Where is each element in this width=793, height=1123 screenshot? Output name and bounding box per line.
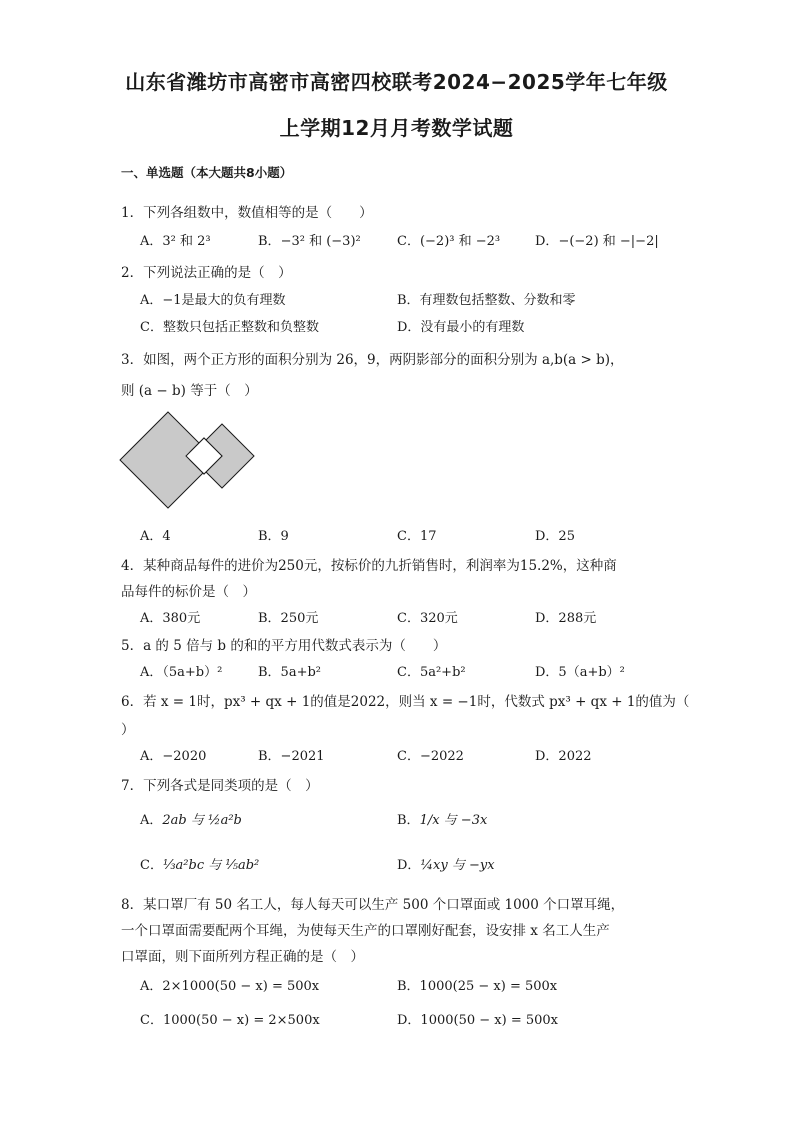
q4-option-d: D．288元: [535, 611, 597, 626]
q2-option-b: B．有理数包括整数、分数和零: [397, 293, 576, 308]
question-6-stem-line-1: 6．若 x = 1时，px³ + qx + 1的值是2022，则当 x = −1时，代数式 px³ + qx + 1的值为（: [121, 694, 690, 710]
q6-option-d: D．2022: [535, 749, 592, 764]
question-4-stem-line-1: 4．某种商品每件的进价为250元，按标价的九折销售时，利润率为15.2%，这种商: [121, 558, 617, 574]
title-line-1: 山东省潍坊市高密市高密四校联考2024−2025学年七年级: [125, 70, 668, 94]
question-6-stem-line-2: ）: [121, 722, 135, 738]
q8-option-a: A．2×1000(50 − x) = 500x: [140, 979, 320, 994]
title-line-2: 上学期12月月考数学试题: [279, 116, 514, 140]
q5-option-a: A．（5a+b）²: [140, 665, 223, 680]
question-1-stem: 1．下列各组数中，数值相等的是（ ）: [121, 205, 373, 221]
q7-option-c: C．⅓a²bc 与 ⅕ab²: [140, 858, 260, 873]
q2-option-d: D．没有最小的有理数: [397, 320, 525, 335]
question-8-stem-line-3: 口罩面，则下面所列方程正确的是（ ）: [121, 949, 364, 965]
q8-option-d: D．1000(50 − x) = 500x: [397, 1013, 558, 1028]
question-4-stem-line-2: 品每件的标价是（ ）: [121, 584, 256, 600]
q3-option-d: D．25: [535, 529, 575, 544]
q6-option-a: A．−2020: [140, 749, 207, 764]
question-2-stem: 2．下列说法正确的是（ ）: [121, 265, 292, 281]
question-8-stem-line-2: 一个口罩面需要配两个耳绳，为使每天生产的口罩刚好配套，设安排 x 名工人生产: [121, 923, 610, 939]
question-3-stem-line-1: 3．如图，两个正方形的面积分别为 26，9，两阴影部分的面积分别为 a,b(a > b)，: [121, 352, 624, 368]
q1-option-d: D．−(−2) 和 −|−2|: [535, 234, 659, 249]
q7-option-d: D．¼xy 与 −yx: [397, 858, 495, 873]
question-8-stem-line-1: 8．某口罩厂有 50 名工人，每人每天可以生产 500 个口罩面或 1000 个口罩耳绳，: [121, 897, 625, 913]
q4-option-b: B．250元: [258, 611, 319, 626]
q3-option-c: C．17: [397, 529, 437, 544]
q2-option-a: A．−1是最大的负有理数: [140, 293, 286, 308]
q1-option-a: A．3² 和 2³: [140, 234, 211, 249]
q4-option-c: C．320元: [397, 611, 458, 626]
q5-option-b: B．5a+b²: [258, 665, 322, 680]
q6-option-b: B．−2021: [258, 749, 325, 764]
q2-option-c: C．整数只包括正整数和负整数: [140, 320, 319, 335]
q8-option-b: B．1000(25 − x) = 500x: [397, 979, 558, 994]
q1-option-c: C．(−2)³ 和 −2³: [397, 234, 501, 249]
q5-option-d: D．5（a+b）²: [535, 665, 625, 680]
q8-option-c: C．1000(50 − x) = 2×500x: [140, 1013, 320, 1028]
q7-option-a: A．2ab 与 ½a²b: [140, 813, 242, 828]
q1-option-b: B．−3² 和 (−3)²: [258, 234, 361, 249]
two-squares-figure: [118, 410, 258, 520]
q3-option-a: A．4: [140, 529, 171, 544]
section-heading: 一、单选题（本大题共8小题）: [121, 165, 293, 180]
q5-option-c: C．5a²+b²: [397, 665, 466, 680]
q3-option-b: B．9: [258, 529, 289, 544]
question-3-stem-line-2: 则 (a − b) 等于（ ）: [121, 383, 258, 399]
question-7-stem: 7．下列各式是同类项的是（ ）: [121, 778, 319, 794]
q4-option-a: A．380元: [140, 611, 201, 626]
q6-option-c: C．−2022: [397, 749, 464, 764]
q7-option-b: B．1/x 与 −3x: [397, 813, 488, 828]
question-5-stem: 5．a 的 5 倍与 b 的和的平方用代数式表示为（ ）: [121, 638, 447, 654]
